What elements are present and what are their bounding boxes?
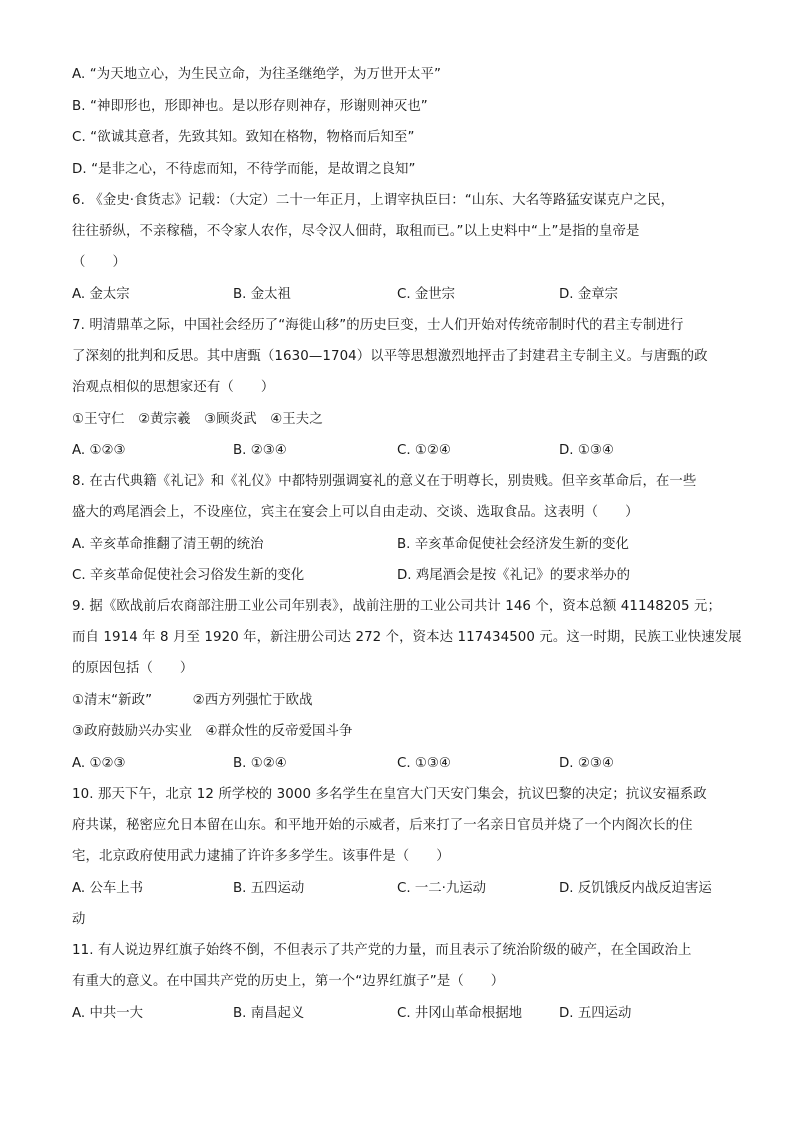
q5-option-a: A. “为天地立心，为生民立命，为往圣继绝学，为万世开太平”	[72, 67, 442, 82]
q11-stem-line2: 有重大的意义。在中国共产党的历史上，第一个“边界红旗子”是（ ）	[72, 974, 505, 989]
q5-option-d: D. “是非之心，不待虑而知，不待学而能，是故谓之良知”	[72, 162, 416, 177]
q9-option-d: D. ②③④	[559, 756, 614, 771]
q9-stem-line2: 而自 1914 年 8 月至 1920 年，新注册公司达 272 个，资本达 117434500 元。这一时期，民族工业快速发展	[72, 630, 742, 645]
q9-option-c: C. ①③④	[397, 756, 451, 771]
q9-stem-line3: 的原因包括（ ）	[72, 661, 194, 676]
q11-option-b: B. 南昌起义	[233, 1006, 305, 1021]
q6-stem-line3: （ ）	[72, 255, 126, 270]
q10-option-c: C. 一二·九运动	[397, 881, 487, 896]
q7-option-a: A. ①②③	[72, 443, 126, 458]
q11-stem-line1: 11. 有人说边界红旗子始终不倒，不但表示了共产党的力量，而且表示了统治阶级的破产，在全国政治上	[72, 943, 692, 958]
q10-stem-line3: 宅，北京政府使用武力逮捕了许许多多学生。该事件是（ ）	[72, 849, 450, 864]
q7-stem-line3: 治观点相似的思想家还有（ ）	[72, 380, 275, 395]
q10-option-b: B. 五四运动	[233, 881, 305, 896]
q11-option-d: D. 五四运动	[559, 1006, 632, 1021]
q9-items-row1: ①清末“新政” ②西方列强忙于欧战	[72, 693, 313, 708]
q9-stem-line1: 9. 据《欧战前后农商部注册工业公司年别表》，战前注册的工业公司共计 146 个，资本总额 41148205 元；	[72, 599, 722, 614]
q7-option-c: C. ①②④	[397, 443, 451, 458]
q11-option-a: A. 中共一大	[72, 1006, 143, 1021]
q6-stem-line2: 往往骄纵，不亲稼穑，不令家人农作，尽令汉人佃莳，取租而已。”以上史料中“上”是指的皇帝是	[72, 224, 640, 239]
q9-option-a: A. ①②③	[72, 756, 126, 771]
q7-option-d: D. ①③④	[559, 443, 614, 458]
q6-option-d: D. 金章宗	[559, 287, 618, 302]
q11-option-c: C. 井冈山革命根据地	[397, 1006, 522, 1021]
q10-option-a: A. 公车上书	[72, 881, 143, 896]
q7-option-b: B. ②③④	[233, 443, 287, 458]
q6-option-c: C. 金世宗	[397, 287, 456, 302]
q6-option-a: A. 金太宗	[72, 287, 130, 302]
q6-option-b: B. 金太祖	[233, 287, 291, 302]
q9-items-row2: ③政府鼓励兴办实业 ④群众性的反帝爱国斗争	[72, 724, 353, 739]
q10-stem-line2: 府共谋，秘密应允日本留在山东。和平地开始的示威者，后来打了一名亲日官员并烧了一个内阁次长的住	[72, 818, 693, 833]
q10-option-d: D. 反饥饿反内战反迫害运	[559, 881, 712, 896]
q10-stem-line1: 10. 那天下午，北京 12 所学校的 3000 多名学生在皇宫大门天安门集会，抗议巴黎的决定；抗议安福系政	[72, 787, 707, 802]
q8-option-b: B. 辛亥革命促使社会经济发生新的变化	[397, 537, 629, 552]
q7-stem-line2: 了深刻的批判和反思。其中唐甄（1630—1704）以平等思想激烈地抨击了封建君主专制主义。与唐甄的政	[72, 349, 708, 364]
q8-stem-line2: 盛大的鸡尾酒会上，不设座位，宾主在宴会上可以自由走动、交谈、选取食品。这表明（ ）	[72, 505, 639, 520]
q8-option-d: D. 鸡尾酒会是按《礼记》的要求举办的	[397, 568, 631, 583]
q7-stem-line1: 7. 明清鼎革之际，中国社会经历了“海徙山移”的历史巨变，士人们开始对传统帝制时代的君主专制进行	[72, 318, 684, 333]
q7-items: ①王守仁 ②黄宗羲 ③顾炎武 ④王夫之	[72, 412, 323, 427]
q8-option-a: A. 辛亥革命推翻了清王朝的统治	[72, 537, 264, 552]
q9-option-b: B. ①②④	[233, 756, 287, 771]
q5-option-b: B. “神即形也，形即神也。是以形存则神存，形谢则神灭也”	[72, 99, 428, 114]
q10-option-d-continued: 动	[72, 912, 86, 927]
q5-option-c: C. “欲诚其意者，先致其知。致知在格物，物格而后知至”	[72, 130, 415, 145]
q8-stem-line1: 8. 在古代典籍《礼记》和《礼仪》中都特别强调宴礼的意义在于明尊长，别贵贱。但辛亥革命后，在一些	[72, 474, 697, 489]
q6-stem-line1: 6. 《金史·食货志》记载：（大定）二十一年正月，上谓宰执臣曰：“山东、大名等路猛安谋克户之民，	[72, 193, 675, 208]
q8-option-c: C. 辛亥革命促使社会习俗发生新的变化	[72, 568, 305, 583]
